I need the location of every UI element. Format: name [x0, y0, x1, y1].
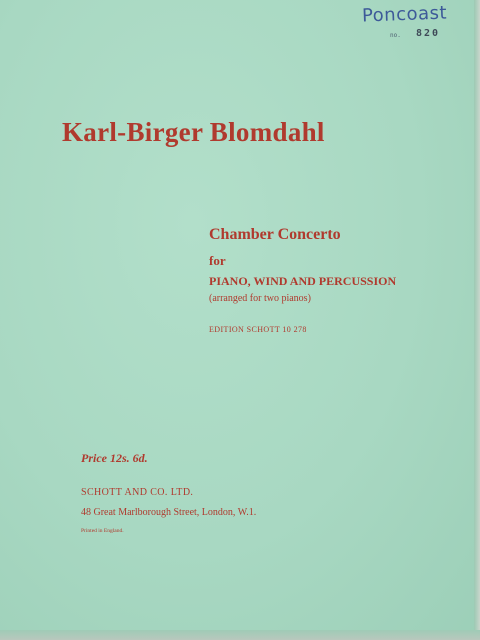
- price-label: Price 12s. 6d.: [81, 451, 148, 465]
- paper-edge-right: [474, 0, 480, 640]
- handwritten-owner-name: Poncoast: [361, 2, 448, 27]
- stamp-prefix: no.: [390, 32, 401, 39]
- for-label: for: [209, 253, 226, 268]
- arrangement-note: (arranged for two pianos): [209, 293, 311, 304]
- edition-number: EDITION SCHOTT 10 278: [209, 325, 307, 334]
- work-title: Chamber Concerto: [209, 226, 341, 243]
- instrumentation: PIANO, WIND AND PERCUSSION: [209, 274, 397, 288]
- publisher-address: 48 Great Marlborough Street, London, W.1.: [81, 507, 257, 518]
- publisher-name: SCHOTT AND CO. LTD.: [81, 487, 194, 498]
- printed-in-note: Printed in England.: [81, 528, 124, 534]
- composer-name: Karl-Birger Blomdahl: [62, 117, 325, 147]
- stamp-number: 820: [416, 28, 441, 39]
- paper-edge-bottom: [0, 630, 480, 640]
